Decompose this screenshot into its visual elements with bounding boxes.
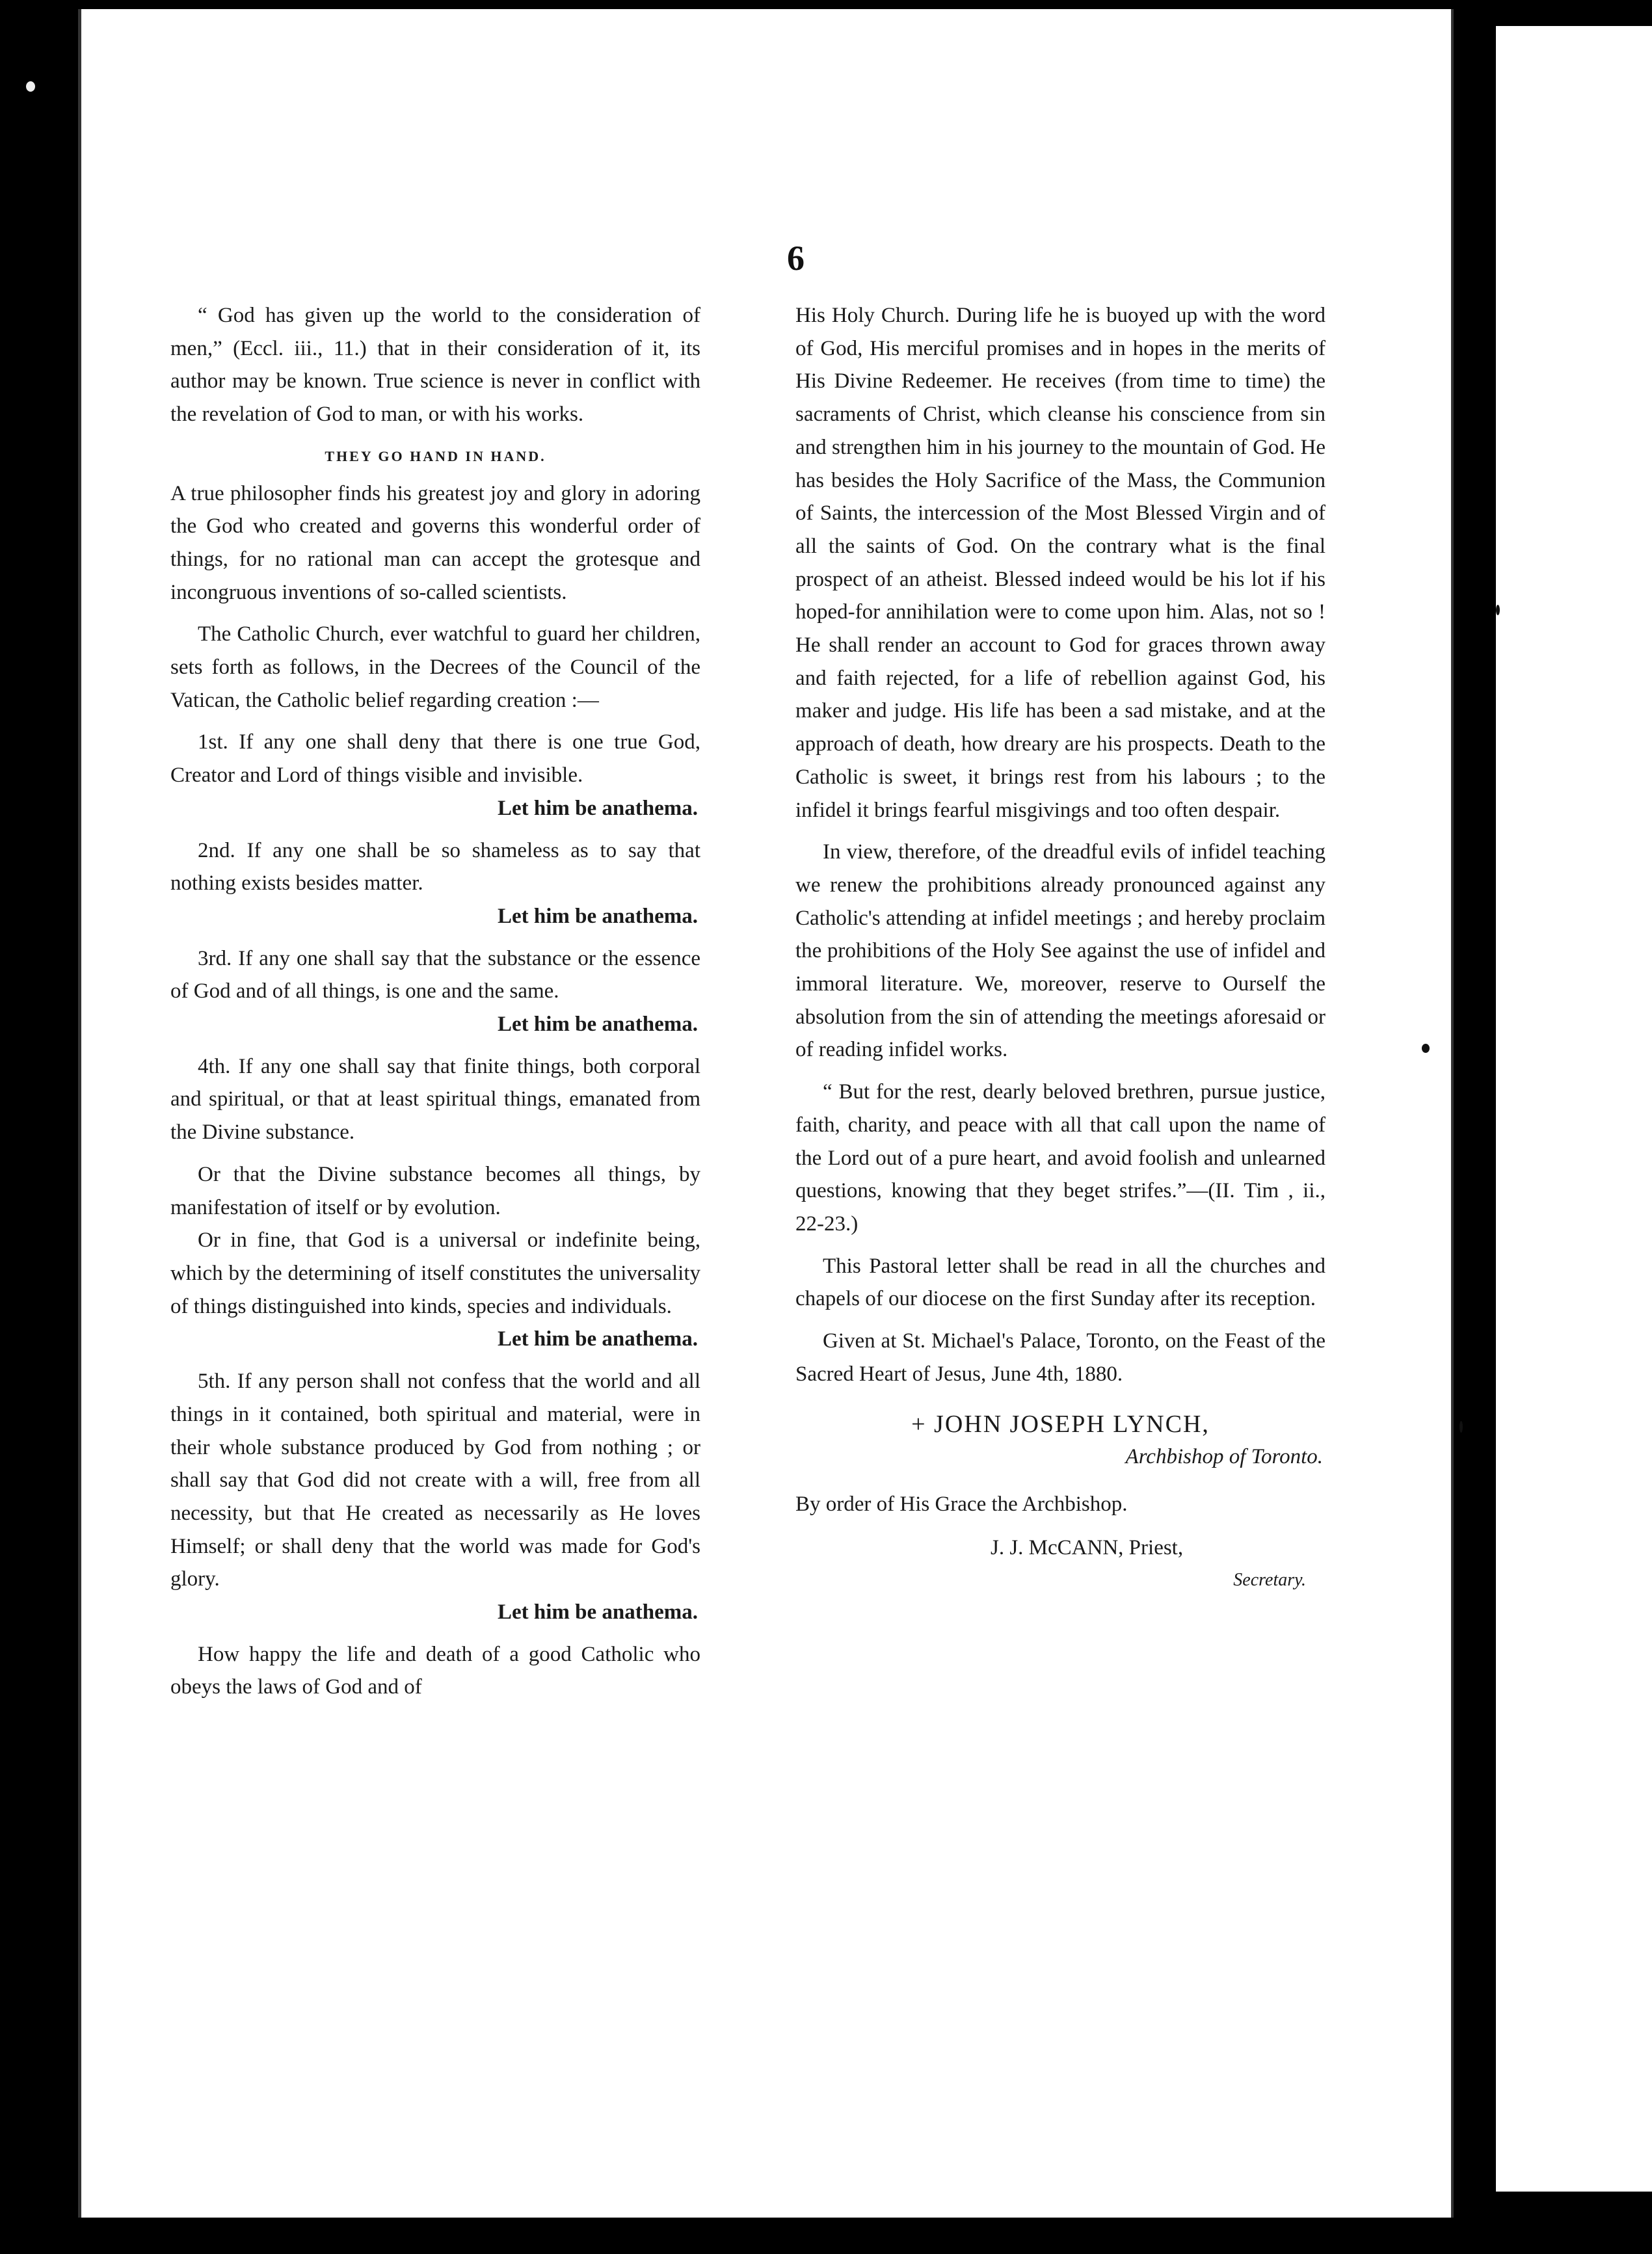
canon-2: 2nd. If any one shall be so shameless as to say that nothing exists besides matter. (170, 838, 700, 895)
by-order-line: By order of His Grace the Archbishop. (795, 1492, 1128, 1516)
intro-paragraph: “ God has given up the world to the consideration of men,” (Eccl. iii., 11.) that in their consideration of it, its author may be known. True science is never in conflict with the revelation of God to man, or with his works. (170, 304, 700, 427)
section-heading: THEY GO HAND IN HAND. (325, 447, 546, 464)
scripture-quote: “ But for the rest, dearly beloved brethren, pursue justice, faith, charity, and peace with all that call upon the name of the Lord out of a pure heart, and avoid foolish and unlearned questions, knowing that they beget strifes.”—(II. Tim , ii., 22-23.) (795, 1080, 1326, 1236)
given-at-paragraph: Given at St. Michael's Palace, Toronto, on the Feast of the Sacred Heart of Jesus, June 4th, 1880. (795, 1329, 1326, 1386)
canon-1-anathema: Let him be anathema. (498, 796, 698, 820)
signature-name: + JOHN JOSEPH LYNCH, (911, 1410, 1210, 1438)
canon-3-anathema: Let him be anathema. (498, 1013, 698, 1037)
adjacent-page-edge (1496, 26, 1652, 2192)
canon-2-anathema: Let him be anathema. (498, 904, 698, 928)
canon-3: 3rd. If any one shall say that the substance or the essence of God and of all things, is one and the same. (170, 946, 700, 1003)
pastoral-instruction: This Pastoral letter shall be read in all the churches and chapels of our diocese on the first Sunday after its reception. (795, 1254, 1326, 1311)
ink-speck (26, 81, 35, 92)
church-decrees-paragraph: The Catholic Church, ever watchful to guard her children, sets forth as follows, in the Decrees of the Council of the Vatican, the Catholic belief regarding creation :— (170, 622, 700, 712)
page-number: 6 (787, 239, 805, 278)
in-view-paragraph: In view, therefore, of the dreadful evils of infidel teaching we renew the prohibitions already pronounced against any Catholic's attending at infidel meetings ; and hereby proclaim the prohibitions of the Holy See against the use of infidel and immoral literature. We, moreover, reserve to Ourself the absolution from the sin of attending the meetings aforesaid or of reading infidel works. (795, 840, 1326, 1062)
canon-1: 1st. If any one shall deny that there is one true God, Creator and Lord of things visible and invisible. (170, 730, 700, 788)
ink-speck (1496, 605, 1500, 615)
ink-speck (1422, 1044, 1430, 1053)
left-column (170, 299, 700, 1704)
secretary-title: Secretary. (1233, 1570, 1306, 1591)
philosopher-paragraph: A true philosopher finds his greatest joy and glory in adoring the God who created and governs this wonderful order of things, for no rational man can accept the grotesque and incongruous inventions of so-called scientists. (170, 481, 700, 604)
canon-4: 4th. If any one shall say that finite things, both corporal and spiritual, or that at least spiritual things, emanated from the Divine substance. (170, 1054, 700, 1145)
canon-5-anathema: Let him be anathema. (498, 1600, 698, 1624)
ink-speck (1459, 1421, 1463, 1433)
canon-4-b: Or that the Divine substance becomes all things, by manifestation of itself or by evolution. (170, 1162, 700, 1219)
canon-4-c: Or in fine, that God is a universal or indefinite being, which by the determining of itself constitutes the universality of things distinguished into kinds, species and individuals. (170, 1228, 700, 1318)
continuation-paragraph: His Holy Church. During life he is buoyed up with the word of God, His merciful promises and in hopes in the merits of His Divine Redeemer. He receives (from time to time) the sacraments of Christ, which cleanse his conscience from sin and strengthen him in his journey to the mountain of God. He has besides the Holy Sacrifice of the Mass, the Communion of Saints, the intercession of the Most Blessed Virgin and of all the saints of God. On the contrary what is the final prospect of an atheist. Blessed indeed would be his lot if his hoped-for annihilation were to come upon him. Alas, not so ! He shall render an account to God for graces thrown away and faith rejected, for a life of rebellion against God, his maker and judge. His life has been a sad mistake, and at the approach of death, how dreary are his prospects. Death to the Catholic is sweet, it brings rest from his labours ; to the infidel it brings fearful misgivings and too often despair. (795, 304, 1326, 822)
canon-4-anathema: Let him be anathema. (498, 1327, 698, 1351)
closing-paragraph: How happy the life and death of a good Catholic who obeys the laws of God and of (170, 1642, 700, 1699)
secretary-name: J. J. McCANN, Priest, (991, 1535, 1184, 1559)
right-column (795, 299, 1326, 1597)
canon-5: 5th. If any person shall not confess that the world and all things in it contained, both spiritual and material, were in their whole substance produced by God from nothing ; or shall say that God did not create with a will, free from all necessity, but that He created as necessarily as He loves Himself; or shall deny that the world was made for God's glory. (170, 1370, 700, 1591)
signature-title: Archbishop of Toronto. (1125, 1445, 1323, 1469)
